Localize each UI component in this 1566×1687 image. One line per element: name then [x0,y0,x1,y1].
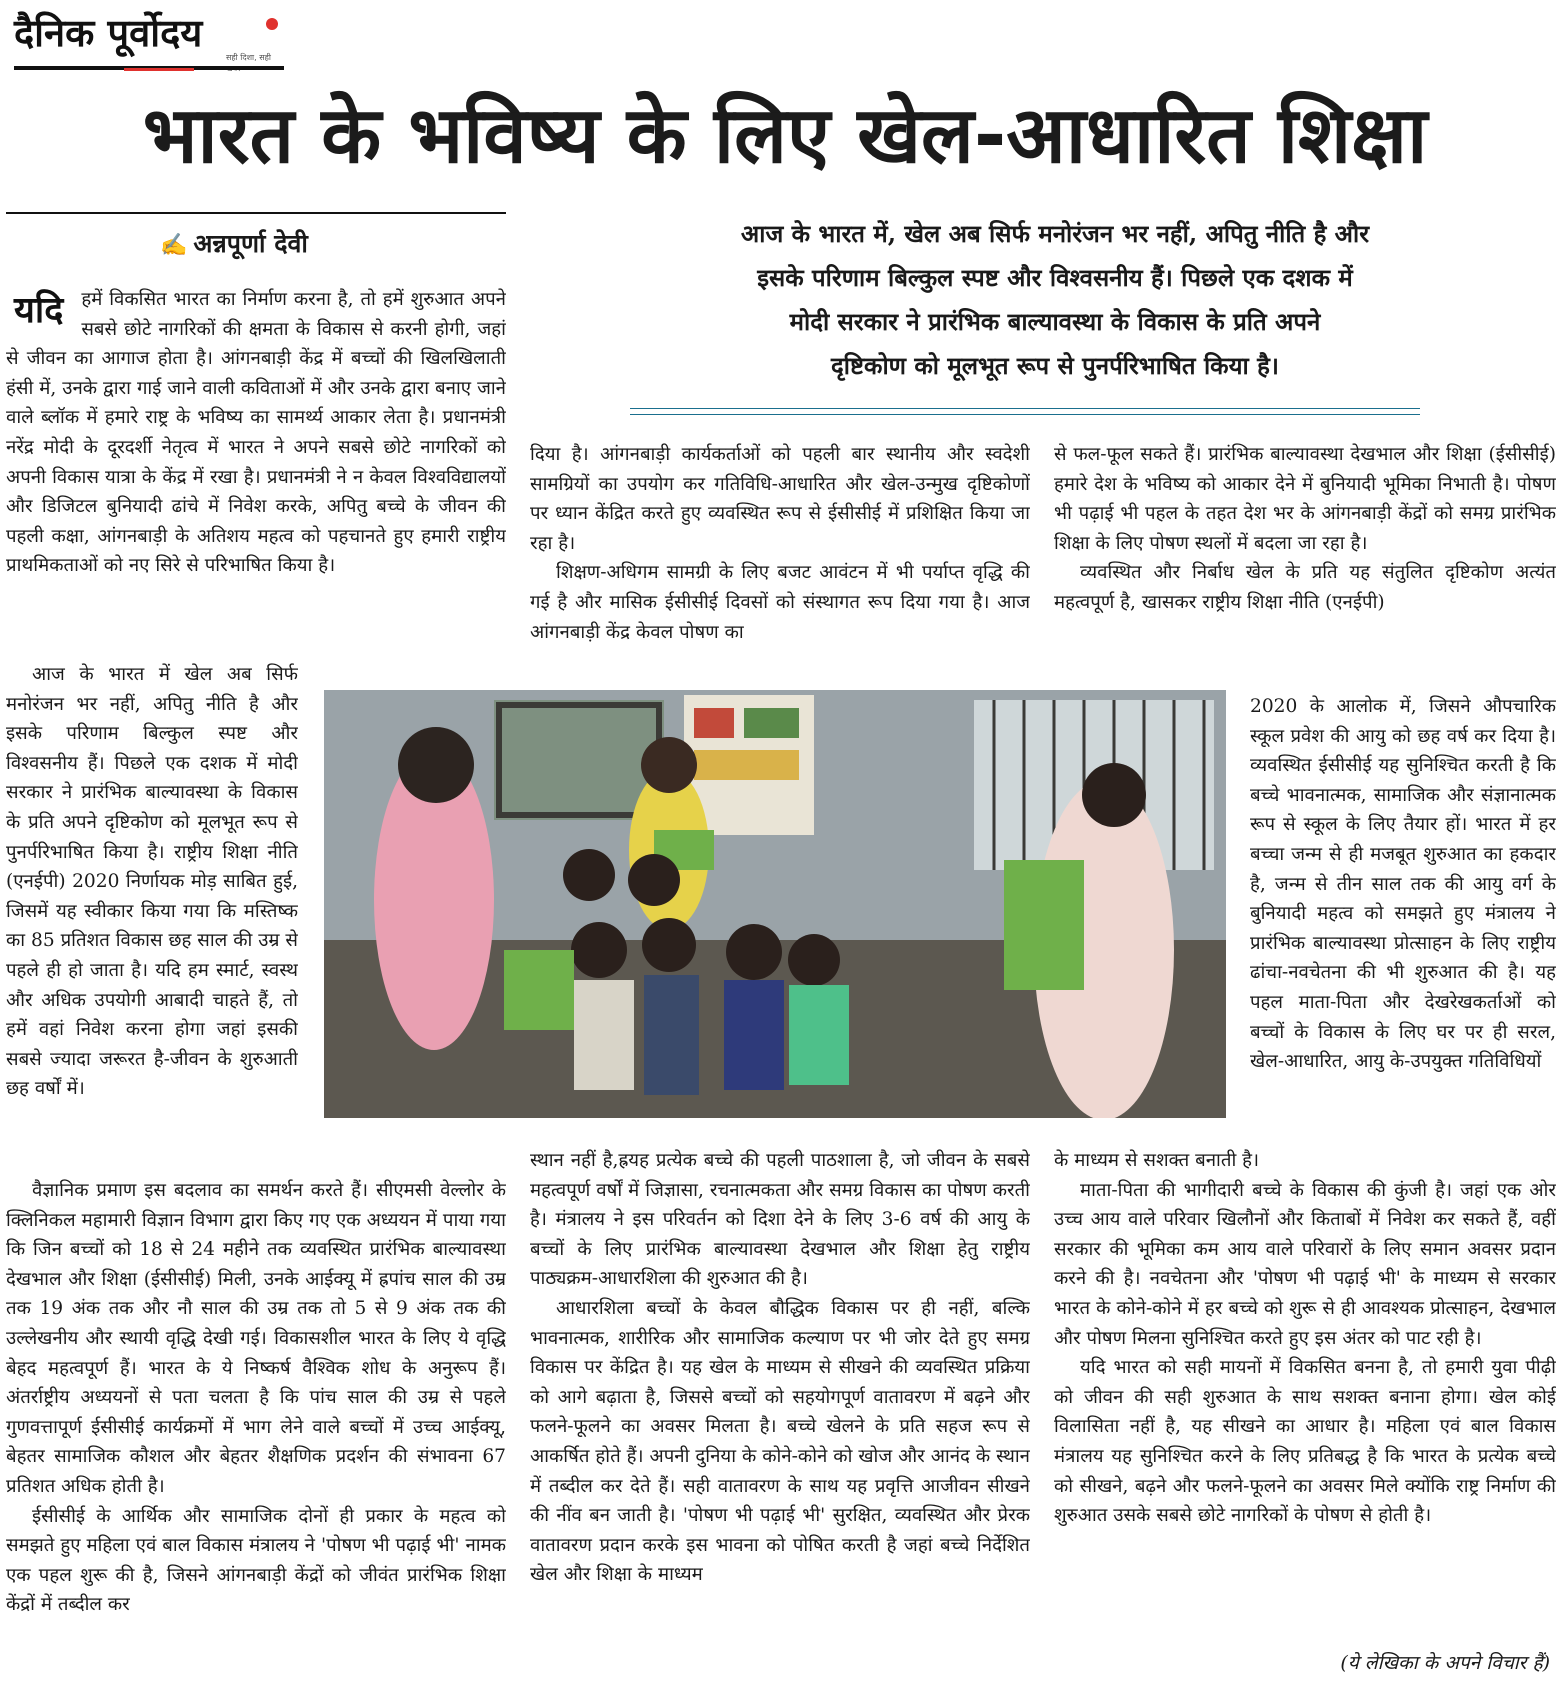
column-1-intro [6,285,506,655]
column-3-bottom [1054,1146,1556,1646]
masthead [14,10,284,72]
paragraph: माता-पिता की भागीदारी बच्चे के विकास की कुंजी है। जहां एक ओर उच्च आय वाले परिवार खिलौनों और किताबों में निवेश कर सकते हैं, वहीं सरकार की भूमिका कम आय वाले परिवारों के लिए समान अवसर प्रदान करने की है। नवचेतना और 'पोषण भी पढ़ाई भी' के माध्यम से सरकार भारत के कोने-कोने में हर बच्चे को शुरू से ही आवश्यक प्रोत्साहन, देखभाल और पोषण मिलना सुनिश्चित करते हुए इस अंतर को पाट रही है। [1054,1179,1556,1349]
paragraph: ईसीसीई के आर्थिक और सामाजिक दोनों ही प्रकार के महत्व को समझते हुए महिला एवं बाल विकास मंत्रालय ने 'पोषण भी पढ़ाई भी' नामक एक पहल शुरू की है, जिसने आंगनबाड़ी केंद्रों को जीवंत प्रारंभिक शिक्षा केंद्रों में तब्दील कर [6,1505,506,1616]
paragraph: दिया है। आंगनबाड़ी कार्यकर्ताओं को पहली बार स्थानीय और स्वदेशी सामग्रियों का उपयोग कर गतिविधि-आधारित और खेल-उन्मुख दृष्टिकोणों पर ध्यान केंद्रित करते हुए व्यवस्थित रूप से ईसीसीई में प्रशिक्षित किया जा रहा है। [530,444,1030,554]
paragraph: आज के भारत में खेल अब सिर्फ मनोरंजन भर नहीं, अपितु नीति है और इसके परिणाम बिल्कुल स्पष्ट और विश्वसनीय हैं। पिछले एक दशक में मोदी सरकार ने प्रारंभिक बाल्यावस्था के विकास के प्रति अपने दृष्टिकोण को मूलभूत रूप से पुनर्परिभाषित किया है। राष्ट्रीय शिक्षा नीति (एनईपी) 2020 निर्णायक मोड़ साबित हुई, जिसमें यह स्वीकार किया गया कि मस्तिष्क का 85 प्रतिशत विकास छह साल की उम्र से पहले ही हो जाता है। यदि हम स्मार्ट, स्वस्थ और अधिक उपयोगी आबादी चाहते हैं, तो हमें वहां निवेश करना होगा जहां इसकी सबसे ज्यादा जरूरत है-जीवन के शुरुआती छह वर्षों में। [6,664,298,1100]
paragraph: आधारशिला बच्चों के केवल बौद्धिक विकास पर ही नहीं, बल्कि भावनात्मक, शारीरिक और सामाजिक कल्याण पर भी जोर देते हुए समग्र विकास पर केंद्रित है। यह खेल के माध्यम से सीखने की व्यवस्थित प्रक्रिया को आगे बढ़ाता है, जिससे बच्चों को सहयोगपूर्ण वातावरण में बढ़ने और फलने-फूलने का अवसर मिलता है। बच्चे खेलने के प्रति सहज रूप से आकर्षित होते हैं। अपनी दुनिया के कोने-कोने को खोज और आनंद के स्थान में तब्दील कर देते हैं। सही वातावरण के साथ यह प्रवृत्ति आजीवन सीखने की नींव बन जाती है। 'पोषण भी पढ़ाई भी' सुरक्षित, व्यवस्थित और प्रेरक वातावरण प्रदान करके इस भावना को पोषित करती है जहां बच्चे निर्देशित खेल और शिक्षा के माध्यम [530,1297,1030,1586]
column-1-bottom [6,1176,506,1676]
deck-line: आज के भारत में, खेल अब सिर्फ मनोरंजन भर नहीं, अपितु नीति है और [740,219,1370,248]
paragraph: 2020 के आलोक में, जिसने औपचारिक स्कूल प्रवेश की आयु को छह वर्ष कर दिया है। व्यवस्थित ईसीसीई यह सुनिश्चित करती है कि बच्चे भावनात्मक, सामाजिक और संज्ञानात्मक रूप से स्कूल के लिए तैयार हों। भारत में हर बच्चा जन्म से ही मजबूत शुरुआत का हकदार है, जन्म से तीन साल तक की आयु वर्ग के बुनियादी महत्व को समझते हुए मंत्रालय ने प्रारंभिक बाल्यावस्था प्रोत्साहन के लिए राष्ट्रीय ढांचा-नवचेतना की भी शुरुआत की है। यह पहल माता-पिता और देखरेखकर्ताओं को बच्चों के विकास के लिए घर पर ही सरल, खेल-आधारित, आयु के-उपयुक्त गतिविधियों [1250,696,1556,1073]
article-photo [324,690,1226,1118]
paragraph: स्थान नहीं है,ह्रयह प्रत्येक बच्चे की पहली पाठशाला है, जो जीवन के सबसे महत्वपूर्ण वर्षों में जिज्ञासा, रचनात्मकता और समग्र विकास का पोषण करती है। मंत्रालय ने इस परिवर्तन को दिशा देने के लिए 3-6 वर्ष की आयु के बच्चों के लिए प्रारंभिक बाल्यावस्था देखभाल और शिक्षा हेतु राष्ट्रीय पाठ्यक्रम-आधारशिला की शुरुआत की है। [530,1150,1030,1290]
pen-icon: ✍ [160,232,188,258]
author-name: अन्नपूर्णा देवी [193,229,308,258]
masthead-tagline: सही दिशा, सही [226,53,271,62]
column-2-bottom [530,1146,1030,1676]
deck-line: दृष्टिकोण को मूलभूत रूप से पुनर्परिभाषित किया है। [831,351,1279,380]
paragraph: वैज्ञानिक प्रमाण इस बदलाव का समर्थन करते हैं। सीएमसी वेल्लोर के क्लिनिकल महामारी विज्ञान विभाग द्वारा किए गए एक अध्ययन में पाया गया कि जिन बच्चों को 18 से 24 महीने तक व्यवस्थित प्रारंभिक बाल्यावस्था देखभाल और शिक्षा (ईसीसीई) मिली, उनके आईक्यू में ह्रपांच साल की उम्र तक 19 अंक तक और नौ साल की उम्र तक तो 5 से 9 अंक तक की उल्लेखनीय और स्थायी वृद्धि देखी गई। विकासशील भारत के लिए ये वृद्धि बेहद महत्वपूर्ण हैं। भारत के ये निष्कर्ष वैश्विक शोध के अनुरूप हैं। अंतर्राष्ट्रीय अध्ययनों से पता चलता है कि पांच साल की उम्र से पहले गुणवत्तापूर्ण ईसीसीई कार्यक्रमों में भाग लेने वाले बच्चों में उच्च आईक्यू, बेहतर सामाजिक कौशल और बेहतर शैक्षणिक प्रदर्शन की संभावना 67 प्रतिशत अधिक होती है। [6,1180,506,1497]
column-3-top [1054,440,1556,690]
paragraph: हमें विकसित भारत का निर्माण करना है, तो हमें शुरुआत अपने सबसे छोटे नागरिकों की क्षमता के विकास से करनी होगी, जहां से जीवन का आगाज होता है। आंगनबाड़ी केंद्र में बच्चों की खिलखिलाती हंसी में, उनके द्वारा गाई जाने वाली कविताओं में और उनके द्वारा बनाए जाने वाले ब्लॉक में हमारे राष्ट्र के भविष्य का सामर्थ्य आकार लेता है। प्रधानमंत्री नरेंद्र मोदी के दूरदर्शी नेतृत्व में भारत ने अपने सबसे छोटे नागरिकों को अपनी विकास यात्रा के केंद्र में रखा है। प्रधानमंत्री ने न केवल विश्वविद्यालयों और डिजिटल बुनियादी ढांचे में निवेश करके, अपितु बच्चे के जीवन की पहली कक्षा, आंगनबाड़ी के अतिशय महत्व को पहचानते हुए हमारी राष्ट्रीय प्राथमिकताओं को नए सिरे से परिभाषित किया है। [6,289,506,577]
paragraph: शिक्षण-अधिगम सामग्री के लिए बजट आवंटन में भी पर्याप्त वृद्धि की गई है और मासिक ईसीसीई दिवसों को संस्थागत रूप दिया गया है। आज आंगनबाड़ी केंद्र केवल पोषण का [530,562,1030,643]
deck-line: मोदी सरकार ने प्रारंभिक बाल्यावस्था के विकास के प्रति अपने [789,307,1321,336]
masthead-sun-logo [266,18,278,30]
classroom-photo-illustration [324,690,1226,1118]
paragraph: के माध्यम से सशक्त बनाती है। [1054,1150,1260,1171]
masthead-accent-bar [124,68,194,71]
byline-rule [6,212,506,214]
paragraph: यदि भारत को सही मायनों में विकसित बनना है, तो हमारी युवा पीढ़ी को जीवन की सही शुरुआत के साथ सशक्त बनाना होगा। खेल कोई विलासिता नहीं है, यह सीखने का आधार है। महिला एवं बाल विकास मंत्रालय यह सुनिश्चित करने के लिए प्रतिबद्ध है कि भारत के प्रत्येक बच्चे को सीखने, बढ़ने और फलने-फूलने का अवसर मिले क्योंकि राष्ट्र निर्माण की शुरुआत उसके सबसे छोटे नागरिकों के पोषण से होती है। [1054,1357,1556,1527]
column-2-top [530,440,1030,655]
column-3-narrow [1250,692,1556,1142]
deck-line: इसके परिणाम बिल्कुल स्पष्ट और विश्वसनीय हैं। पिछले एक दशक में [757,263,1353,292]
article-deck [560,212,1550,387]
paragraph: से फल-फूल सकते हैं। प्रारंभिक बाल्यावस्था देखभाल और शिक्षा (ईसीसीई) हमारे देश के भविष्य को आकार देने में बुनियादी भूमिका निभाती है। पोषण भी पढ़ाई भी पहल के तहत देश भर के आंगनबाड़ी केंद्रों को समग्र प्रारंभिक शिक्षा के लिए पोषण स्थलों में बदला जा रहा है। [1054,444,1556,554]
paragraph: व्यवस्थित और निर्बाध खेल के प्रति यह संतुलित दृष्टिकोण अत्यंत महत्वपूर्ण है, खासकर राष्ट्रीय शिक्षा नीति (एनईपी) [1054,562,1556,613]
deck-rule [630,408,1420,415]
byline [160,226,460,262]
masthead-title: दैनिक पूर्वोदय [14,10,203,55]
article-headline: भारत के भविष्य के लिए खेल-आधारित शिक्षा [142,91,1428,181]
author-disclaimer: (ये लेखिका के अपने विचार हैं) [1340,1652,1550,1674]
column-1-narrow [6,660,298,1170]
drop-cap: यदि [14,290,64,331]
